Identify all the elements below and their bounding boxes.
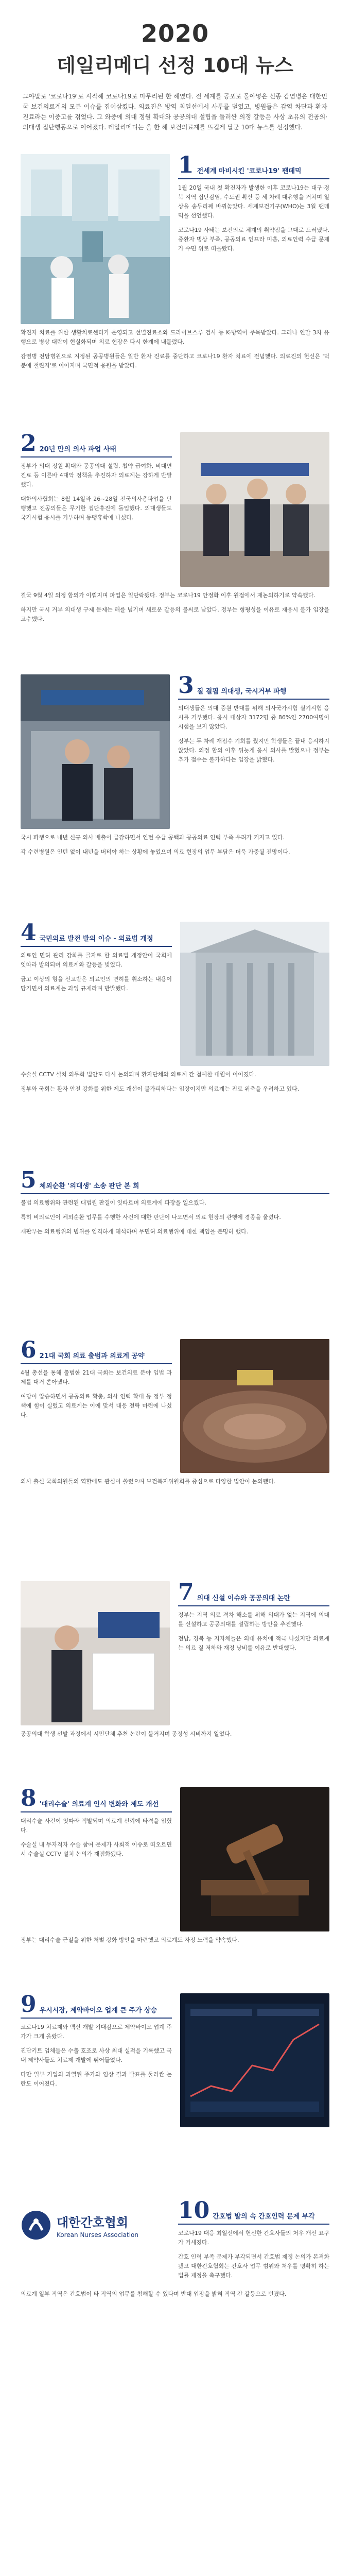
section-6-paragraph-1: 4월 총선을 통해 출범한 21대 국회는 보건의료 분야 입법 과제를 대거 쏟아냈다. [21, 1369, 172, 1385]
section-9-paragraph-1: 코로나19 치료제와 백신 개발 기대감으로 제약바이오 업계 주가가 크게 올랐다. [21, 2024, 172, 2040]
section-8-number: 8 [21, 1787, 37, 1811]
kna-logo [21, 2199, 170, 2285]
section-7-number: 7 [178, 1581, 194, 1605]
section-10-heading [178, 2199, 329, 2225]
section-8-photo [180, 1787, 329, 1931]
section-1-title: 전세계 마비시킨 '코로나19' 팬데믹 [197, 167, 302, 175]
section-5-title: 체외순환 '의대생' 소송 판단 본 희 [39, 1182, 139, 1190]
section-7-paragraph-3: 공공의대 학생 선발 과정에서 시민단체 추천 논란이 불거지며 공정성 시비까지 일었다. [21, 1731, 232, 1737]
section-1-photo [21, 154, 170, 324]
section-4-paragraph-1: 의료인 면허 관리 강화를 골자로 한 의료법 개정안이 국회에 잇따라 발의되며 의료계와 갈등을 빚었다. [21, 952, 172, 968]
section-10-number: 10 [178, 2199, 210, 2224]
section-3-paragraph-1: 의대생들은 의대 증원 반대를 위해 의사국가시험 실기시험 응시를 거부했다. 응시 대상자 3172명 중 86%인 2700여명이 시험을 보지 않았다. [178, 705, 329, 730]
section-8-paragraph-3: 정부는 대리수술 근절을 위한 처벌 강화 방안을 마련했고 의료계도 자정 노력을 약속했다. [21, 1937, 239, 1943]
intro-paragraph: 그야말로 '코로나19'로 시작해 코로나19로 마무리된 한 해였다. 전 세계를 공포로 몰아넣은 신종 감염병은 대한민국 보건의료계의 모든 이슈를 집어삼켰다. 의료진은 방역 최일선에서 사투를 벌였고, 병원들은 감염 차단과 환자 진료라는 이중고를 겪었다. 그 와중에 의대 정원 확대와 공공의대 설립을 둘러싼 의정 갈등은 사상 초유의 전공의·의대생 집단행동으로 이어졌다. 데일리메디는 올 한 해 보건의료계를 뜨겁게 달군 10대 뉴스를 선정했다. [23, 93, 327, 131]
section-2-paragraph-3: 결국 9월 4일 의정 합의가 이뤄지며 파업은 일단락됐다. 정부는 코로나19 안정화 이후 원점에서 재논의하기로 약속했다. [21, 592, 316, 599]
section-2-title: 20년 만의 의사 파업 사태 [39, 446, 116, 453]
section-3-number: 3 [178, 674, 194, 699]
section-10-paragraph-2: 간호 인력 부족 문제가 부각되면서 간호법 제정 논의가 본격화됐고 대한간호협회는 간호사 업무 범위와 처우를 명확히 하는 법률 제정을 촉구했다. [178, 2253, 329, 2279]
section-3-paragraph-2: 정부는 두 차례 재접수 기회를 줬지만 학생들은 끝내 응시하지 않았다. 의정 합의 이후 뒤늦게 응시 의사를 밝혔으나 정부는 추가 접수는 불가하다는 입장을 밝혔다. [178, 738, 329, 763]
news-section-5 [21, 1169, 329, 1339]
section-2-heading [21, 432, 172, 457]
section-2-paragraph-1: 정부가 의대 정원 확대와 공공의대 설립, 첩약 급여화, 비대면 진료 등 이른바 4대악 정책을 추진하자 의료계는 강하게 반발했다. [21, 463, 172, 488]
section-10-paragraph-1: 코로나19 대응 최일선에서 헌신한 간호사들의 처우 개선 요구가 거세졌다. [178, 2230, 329, 2246]
section-9-number: 9 [21, 1993, 37, 2018]
section-4-number: 4 [21, 922, 37, 946]
page-title: 데일리메디 선정 10대 뉴스 [57, 54, 293, 77]
section-3-heading [178, 674, 329, 700]
news-section-3 [21, 674, 329, 922]
section-1-paragraph-4: 감염병 전담병원으로 지정된 공공병원들은 일반 환자 진료를 중단하고 코로나19 환자 치료에 전념했다. 의료진의 헌신은 '덕분에 챌린지'로 이어지며 국민적 응원을 받았다. [21, 353, 329, 369]
section-2-paragraph-2: 대한의사협회는 8월 14일과 26~28일 전국의사총파업을 단행했고 전공의들은 무기한 집단휴진에 돌입했다. 의대생들도 국가시험 응시를 거부하며 동맹휴학에 나섰다. [21, 496, 172, 521]
section-2-photo [180, 432, 329, 587]
section-4-photo [180, 922, 329, 1066]
section-4-paragraph-2: 금고 이상의 형을 선고받은 의료인의 면허를 취소하는 내용이 담기면서 의료계는 과잉 규제라며 반발했다. [21, 976, 172, 992]
section-1-paragraph-1: 1월 20일 국내 첫 확진자가 발생한 이후 코로나19는 대구·경북 지역 집단감염, 수도권 확산 등 세 차례 대유행을 거치며 일상을 송두리째 바꿔놓았다. 세계보건기구(WHO)는 3월 팬데믹을 선언했다. [178, 184, 329, 219]
news-section-1 [21, 154, 329, 432]
section-7-paragraph-2: 전남, 경북 등 지자체들은 의대 유치에 적극 나섰지만 의료계는 의료 질 저하와 재정 낭비를 이유로 반대했다. [178, 1635, 329, 1651]
section-7-title: 의대 신설 이슈와 공공의대 논란 [197, 1595, 290, 1602]
section-6-heading [21, 1339, 172, 1364]
section-8-heading [21, 1787, 172, 1812]
section-6-paragraph-2: 여당이 압승하면서 공공의료 확충, 의사 인력 확대 등 정부 정책에 힘이 실렸고 의료계는 이에 맞서 대응 전략 마련에 나섰다. [21, 1393, 172, 1418]
section-10-paragraph-3: 의료계 일부 직역은 간호법이 타 직역의 업무를 침해할 수 있다며 반대 입장을 밝혀 직역 간 갈등으로 번졌다. [21, 2291, 287, 2297]
kna-logo-icon [21, 2210, 51, 2241]
section-5-paragraph-3: 재판부는 의료행위의 범위를 엄격하게 해석하며 무면허 의료행위에 대한 책임을 분명히 했다. [21, 1228, 249, 1235]
section-4-title: 국민의료 발전 발의 이슈 - 의료법 개정 [39, 935, 153, 943]
section-3-photo [21, 674, 170, 829]
section-2-paragraph-4: 하지만 국시 거부 의대생 구제 문제는 해를 넘기며 새로운 갈등의 불씨로 남았다. 정부는 형평성을 이유로 재응시 불가 입장을 고수했다. [21, 606, 329, 622]
section-3-paragraph-3: 국시 파행으로 내년 신규 의사 배출이 급감하면서 인턴 수급 공백과 공공의료 인력 부족 우려가 커지고 있다. [21, 834, 285, 841]
section-9-heading [21, 1993, 172, 2019]
section-7-heading [178, 1581, 329, 1606]
news-section-4 [21, 922, 329, 1169]
section-10-title: 간호법 발의 속 간호인력 문제 부각 [213, 2213, 315, 2221]
section-6-number: 6 [21, 1339, 37, 1363]
news-section-7 [21, 1581, 329, 1787]
news-section-8 [21, 1787, 329, 1993]
section-8-title: '대리수술' 의료계 인식 변화와 제도 개선 [39, 1801, 159, 1808]
section-2-number: 2 [21, 432, 37, 456]
section-6-paragraph-3: 의사 출신 국회의원들의 역할에도 관심이 쏠렸으며 보건복지위원회를 중심으로 다양한 법안이 논의됐다. [21, 1478, 276, 1485]
section-5-number: 5 [21, 1169, 37, 1193]
section-1-paragraph-3: 확진자 치료를 위한 생활치료센터가 운영되고 선별진료소와 드라이브스루 검사 등 K-방역이 주목받았다. 그러나 연말 3차 유행으로 병상 대란이 현실화되며 의료 현장은 다시 한계에 내몰렸다. [21, 329, 329, 345]
section-9-photo [180, 1993, 329, 2127]
section-4-paragraph-4: 정부와 국회는 환자 안전 강화를 위한 제도 개선이 불가피하다는 입장이지만 의료계는 진료 위축을 우려하고 있다. [21, 1086, 300, 1092]
section-1-heading [178, 154, 329, 179]
section-4-heading [21, 922, 172, 947]
section-6-title: 21대 국회 의료 출범과 의료계 공약 [39, 1352, 145, 1360]
section-4-paragraph-3: 수술실 CCTV 설치 의무화 법안도 다시 논의되며 환자단체와 의료계 간 첨예한 대립이 이어졌다. [21, 1071, 256, 1078]
section-5-paragraph-2: 특히 비의료인이 체외순환 업무를 수행한 사건에 대한 판단이 나오면서 의료 현장의 관행에 경종을 울렸다. [21, 1214, 281, 1221]
year-title: 2020 [141, 20, 209, 47]
section-9-paragraph-3: 다만 일부 기업의 과열된 주가와 임상 결과 발표를 둘러싼 논란도 이어졌다. [21, 2071, 172, 2087]
section-5-paragraph-1: 불법 의료행위와 관련된 대법원 판결이 잇따르며 의료계에 파장을 일으켰다. [21, 1199, 206, 1206]
section-6-photo [180, 1339, 329, 1473]
news-section-6 [21, 1339, 329, 1581]
news-section-9 [21, 1993, 329, 2199]
section-1-paragraph-2: 코로나19 사태는 보건의료 체계의 취약점을 그대로 드러냈다. 중환자 병상 부족, 공공의료 인프라 미흡, 의료인력 수급 문제가 수면 위로 떠올랐다. [178, 227, 329, 252]
section-8-paragraph-2: 수술실 내 무자격자 수술 참여 문제가 사회적 이슈로 떠오르면서 수술실 CCTV 설치 논의가 재점화됐다. [21, 1841, 172, 1857]
section-9-title: 우시시장, 제약바이오 업계 큰 주가 상승 [39, 2007, 157, 2014]
kna-logo-korean: 대한간호협회 [57, 2215, 129, 2230]
header [0, 0, 350, 83]
section-9-paragraph-2: 진단키트 업체들은 수출 호조로 사상 최대 실적을 기록했고 국내 제약사들도 치료제 개발에 뛰어들었다. [21, 2047, 172, 2063]
section-7-paragraph-1: 정부는 지역 의료 격차 해소를 위해 의대가 없는 지역에 의대를 신설하고 공공의대를 설립하는 방안을 추진했다. [178, 1612, 329, 1628]
news-section-10 [21, 2199, 329, 2467]
news-section-2 [21, 432, 329, 674]
section-5-heading [21, 1169, 329, 1194]
section-1-number: 1 [178, 154, 194, 178]
section-3-paragraph-4: 각 수련병원은 인턴 없이 내년을 버텨야 하는 상황에 놓였으며 의료 현장의 업무 부담은 더욱 가중될 전망이다. [21, 849, 290, 855]
kna-logo-english: Korean Nurses Association [57, 2231, 138, 2239]
section-3-title: 질 결핍 의대생, 국시거부 파행 [197, 688, 287, 696]
section-7-photo [21, 1581, 170, 1725]
section-8-paragraph-1: 대리수술 사건이 잇따라 적발되며 의료계 신뢰에 타격을 입혔다. [21, 1818, 172, 1834]
